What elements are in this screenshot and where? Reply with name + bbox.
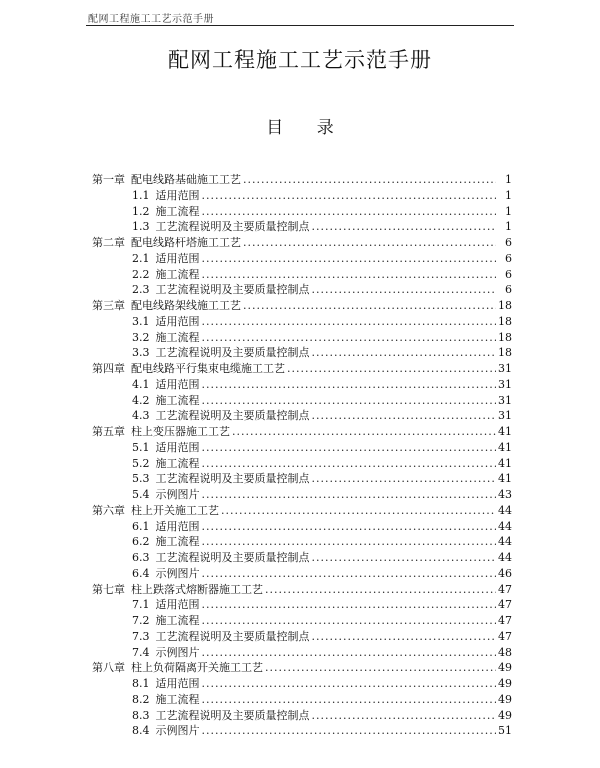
toc-dot-leader [202,676,497,692]
toc-chapter-entry[interactable] [92,660,512,676]
toc-dot-leader [243,235,496,251]
toc-page-number: 47 [498,629,512,643]
toc-dot-leader [202,645,497,661]
toc-entry-number: 5.3 [132,472,150,486]
toc-dot-leader [202,330,497,346]
toc-entry-number: 6.3 [132,551,150,564]
toc-entry-number: 7.2 [132,614,150,627]
toc-dot-leader [312,282,497,298]
toc-entry-title [132,708,310,724]
toc-entry-title [132,487,200,503]
toc-entry-label: 工艺流程说明及主要质量控制点 [155,472,310,486]
toc-entry-title [92,424,230,440]
toc-entry-label: 施工流程 [155,267,200,281]
toc-dot-leader [202,597,497,613]
toc-entry-title [132,188,200,204]
toc-page-number: 6 [505,267,512,281]
toc-section-entry[interactable] [92,267,512,283]
toc-entry-label: 施工流程 [155,456,200,470]
toc-entry-label: 适用范围 [155,598,200,612]
toc-page-number: 41 [498,425,512,438]
toc-entry-label: 柱上开关施工工艺 [131,503,219,517]
toc-entry-label: 示例图片 [155,566,200,580]
toc-entry-label: 施工流程 [155,330,200,344]
toc-entry-label: 适用范围 [155,677,200,690]
toc-section-entry[interactable] [92,282,512,298]
toc-page-number: 31 [498,377,512,391]
toc-entry-title [132,456,200,472]
toc-entry-title [92,172,241,188]
toc-page-number: 47 [498,614,512,627]
toc-entry-number: 第六章 [92,503,125,517]
toc-entry-number: 8.1 [132,677,150,690]
toc-entry-title [132,723,200,739]
toc-page-number: 31 [498,393,512,407]
toc-dot-leader [202,723,497,739]
toc-dot-leader [202,519,497,535]
toc-page-number: 1 [505,188,512,202]
toc-entry-label: 适用范围 [155,440,200,454]
toc-dot-leader [243,172,496,188]
toc-entry-number: 第七章 [92,582,125,596]
toc-dot-leader [202,267,497,283]
toc-page-number: 18 [498,314,512,328]
toc-entry-label: 柱上跌落式熔断器施工工艺 [131,582,263,596]
toc-dot-leader [202,377,497,393]
toc-entry-number: 3.1 [132,314,150,328]
toc-dot-leader [232,424,496,440]
toc-entry-number: 4.1 [132,377,150,391]
toc-page-number: 49 [498,661,512,675]
toc-entry-label: 配电线路架线施工工艺 [131,299,241,312]
toc-entry-title [132,282,310,298]
toc-page-number: 44 [498,519,512,533]
toc-dot-leader [202,487,497,503]
toc-section-entry[interactable] [92,204,512,220]
toc-section-entry[interactable] [92,377,512,393]
toc-page-number: 41 [498,456,512,470]
toc-entry-number: 第一章 [92,173,125,186]
toc-page-number: 1 [505,173,512,186]
toc-section-entry[interactable] [92,692,512,708]
toc-page-number: 49 [498,692,512,706]
toc-dot-leader [312,550,497,566]
toc-entry-title [132,204,200,220]
toc-entry-label: 配电线路平行集束电缆施工工艺 [131,362,285,375]
toc-dot-leader [202,440,497,456]
toc-entry-label: 适用范围 [155,519,200,533]
toc-entry-number: 8.2 [132,692,150,706]
toc-entry-number: 8.4 [132,724,150,738]
toc-entry-title [132,251,200,267]
toc-entry-number: 5.2 [132,456,150,470]
toc-dot-leader [202,393,497,409]
toc-dot-leader [312,471,497,487]
toc-entry-title [92,503,219,519]
toc-entry-number: 6.1 [132,519,150,533]
toc-entry-number: 2.1 [132,251,150,265]
toc-entry-title [132,314,200,330]
toc-dot-leader [202,204,497,220]
toc-entry-title [92,361,285,377]
toc-chapter-entry[interactable] [92,424,512,440]
toc-section-entry[interactable] [92,723,512,739]
toc-page-number: 44 [498,503,512,517]
toc-page-number: 48 [498,645,512,659]
toc-entry-number: 第四章 [92,362,125,375]
toc-page-number: 41 [498,472,512,486]
toc-entry-label: 工艺流程说明及主要质量控制点 [155,220,310,234]
toc-chapter-entry[interactable] [92,582,512,598]
toc-dot-leader [312,629,497,645]
toc-page-number: 31 [498,362,512,375]
toc-section-entry[interactable] [92,629,512,645]
toc-entry-label: 工艺流程说明及主要质量控制点 [155,283,310,297]
toc-entry-number: 4.3 [132,409,150,423]
toc-entry-number: 7.1 [132,598,150,612]
toc-entry-title [92,298,241,314]
toc-page-number: 18 [498,346,512,360]
toc-entry-number: 第二章 [92,236,125,249]
toc-section-entry[interactable] [92,408,512,424]
toc-section-entry[interactable] [92,519,512,535]
toc-chapter-entry[interactable] [92,361,512,377]
toc-entry-label: 示例图片 [155,645,200,659]
toc-section-entry[interactable] [92,550,512,566]
toc-entry-number: 5.4 [132,488,150,501]
toc-entry-title [132,471,310,487]
toc-section-entry[interactable] [92,440,512,456]
toc-entry-number: 3.3 [132,346,150,360]
toc-chapter-entry[interactable] [92,172,512,188]
toc-entry-title [132,534,200,550]
toc-dot-leader [202,613,497,629]
toc-entry-label: 工艺流程说明及主要质量控制点 [155,551,310,564]
toc-entry-title [132,629,310,645]
toc-section-entry[interactable] [92,645,512,661]
toc-chapter-entry[interactable] [92,503,512,519]
toc-section-entry[interactable] [92,314,512,330]
toc-page-number: 51 [498,724,512,738]
toc-entry-number: 2.3 [132,283,150,297]
document-title: 配网工程施工工艺示范手册 [168,48,432,72]
toc-entry-title [132,550,310,566]
toc-dot-leader [312,219,497,235]
toc-entry-label: 施工流程 [155,393,200,407]
toc-section-entry[interactable] [92,219,512,235]
toc-page-number: 18 [498,330,512,344]
toc-page-number: 44 [498,551,512,564]
toc-section-entry[interactable] [92,345,512,361]
toc-page-number: 43 [498,488,512,501]
toc-page-number: 6 [505,236,512,249]
toc-page-number: 47 [498,598,512,612]
toc-dot-leader [202,188,497,204]
toc-entry-title [132,330,200,346]
toc-entry-number: 第八章 [92,661,125,675]
toc-entry-title [92,582,263,598]
toc-entry-number: 1.2 [132,204,150,218]
toc-page-number: 47 [498,582,512,596]
toc-entry-label: 施工流程 [155,535,200,549]
toc-page-number: 6 [505,251,512,265]
toc-section-entry[interactable] [92,393,512,409]
toc-page-number: 6 [505,283,512,297]
toc-entry-title [132,267,200,283]
toc-page-number: 1 [505,204,512,218]
toc-entry-title [132,393,200,409]
toc-section-entry[interactable] [92,456,512,472]
toc-dot-leader [202,314,497,330]
toc-dot-leader [312,408,497,424]
toc-entry-number: 6.2 [132,535,150,549]
toc-entry-label: 适用范围 [155,314,200,328]
toc-entry-label: 柱上负荷隔离开关施工工艺 [131,661,263,675]
toc-entry-number: 1.3 [132,220,150,234]
toc-entry-number: 5.1 [132,440,150,454]
toc-dot-leader [312,708,497,724]
toc-section-entry[interactable] [92,534,512,550]
toc-entry-label: 工艺流程说明及主要质量控制点 [155,629,310,643]
toc-section-entry[interactable] [92,471,512,487]
toc-entry-title [132,345,310,361]
toc-entry-number: 8.3 [132,708,150,722]
toc-entry-number: 第三章 [92,299,125,312]
toc-chapter-entry[interactable] [92,298,512,314]
toc-chapter-entry[interactable] [92,235,512,251]
toc-entry-label: 示例图片 [155,724,200,738]
toc-entry-number: 4.2 [132,393,150,407]
running-header: 配网工程施工工艺示范手册 [88,14,214,25]
toc-page-number: 18 [498,299,512,312]
toc-entry-title [132,692,200,708]
toc-entry-label: 适用范围 [155,251,200,265]
toc-entry-title [132,440,200,456]
toc-entry-label: 施工流程 [155,614,200,627]
toc-entry-title [132,519,200,535]
toc-dot-leader [202,534,497,550]
toc-entry-number: 第五章 [92,425,125,438]
toc-entry-label: 配电线路基础施工工艺 [131,173,241,186]
toc-entry-title [132,566,200,582]
toc-entry-number: 7.3 [132,629,150,643]
toc-entry-number: 7.4 [132,645,150,659]
toc-section-entry[interactable] [92,597,512,613]
toc-dot-leader [202,251,497,267]
toc-entry-title [132,676,200,692]
toc-entry-label: 工艺流程说明及主要质量控制点 [155,346,310,360]
toc-entry-title [132,408,310,424]
table-of-contents [92,172,512,739]
toc-section-entry[interactable] [92,330,512,346]
toc-section-entry[interactable] [92,251,512,267]
toc-section-entry[interactable] [92,676,512,692]
toc-entry-title [132,377,200,393]
toc-dot-leader [243,298,496,314]
toc-section-entry[interactable] [92,613,512,629]
toc-page-number: 49 [498,677,512,690]
toc-section-entry[interactable] [92,487,512,503]
toc-entry-number: 3.2 [132,330,150,344]
toc-section-entry[interactable] [92,188,512,204]
toc-page-number: 1 [505,220,512,234]
toc-dot-leader [202,456,497,472]
toc-heading: 目 录 [266,118,334,138]
toc-dot-leader [265,582,496,598]
toc-entry-label: 适用范围 [155,188,200,202]
toc-entry-number: 6.4 [132,566,150,580]
toc-page-number: 44 [498,535,512,549]
toc-entry-title [132,597,200,613]
toc-dot-leader [202,566,497,582]
toc-entry-label: 配电线路杆塔施工工艺 [131,236,241,249]
toc-dot-leader [202,692,497,708]
toc-entry-label: 工艺流程说明及主要质量控制点 [155,409,310,423]
toc-entry-label: 施工流程 [155,692,200,706]
toc-entry-label: 示例图片 [155,488,200,501]
toc-section-entry[interactable] [92,566,512,582]
toc-entry-title [132,219,310,235]
toc-entry-number: 2.2 [132,267,150,281]
toc-entry-label: 柱上变压器施工工艺 [131,425,230,438]
toc-entry-title [132,613,200,629]
toc-dot-leader [312,345,497,361]
toc-entry-number: 1.1 [132,188,150,202]
toc-entry-title [132,645,200,661]
header-rule [86,25,514,26]
toc-section-entry[interactable] [92,708,512,724]
toc-entry-title [92,660,263,676]
toc-page-number: 46 [498,566,512,580]
toc-entry-label: 适用范围 [155,377,200,391]
toc-page-number: 41 [498,440,512,454]
toc-page-number: 49 [498,708,512,722]
toc-dot-leader [221,503,496,519]
toc-entry-label: 施工流程 [155,204,200,218]
toc-entry-label: 工艺流程说明及主要质量控制点 [155,708,310,722]
toc-page-number: 31 [498,409,512,423]
toc-dot-leader [265,660,496,676]
toc-entry-title [92,235,241,251]
toc-dot-leader [287,361,496,377]
